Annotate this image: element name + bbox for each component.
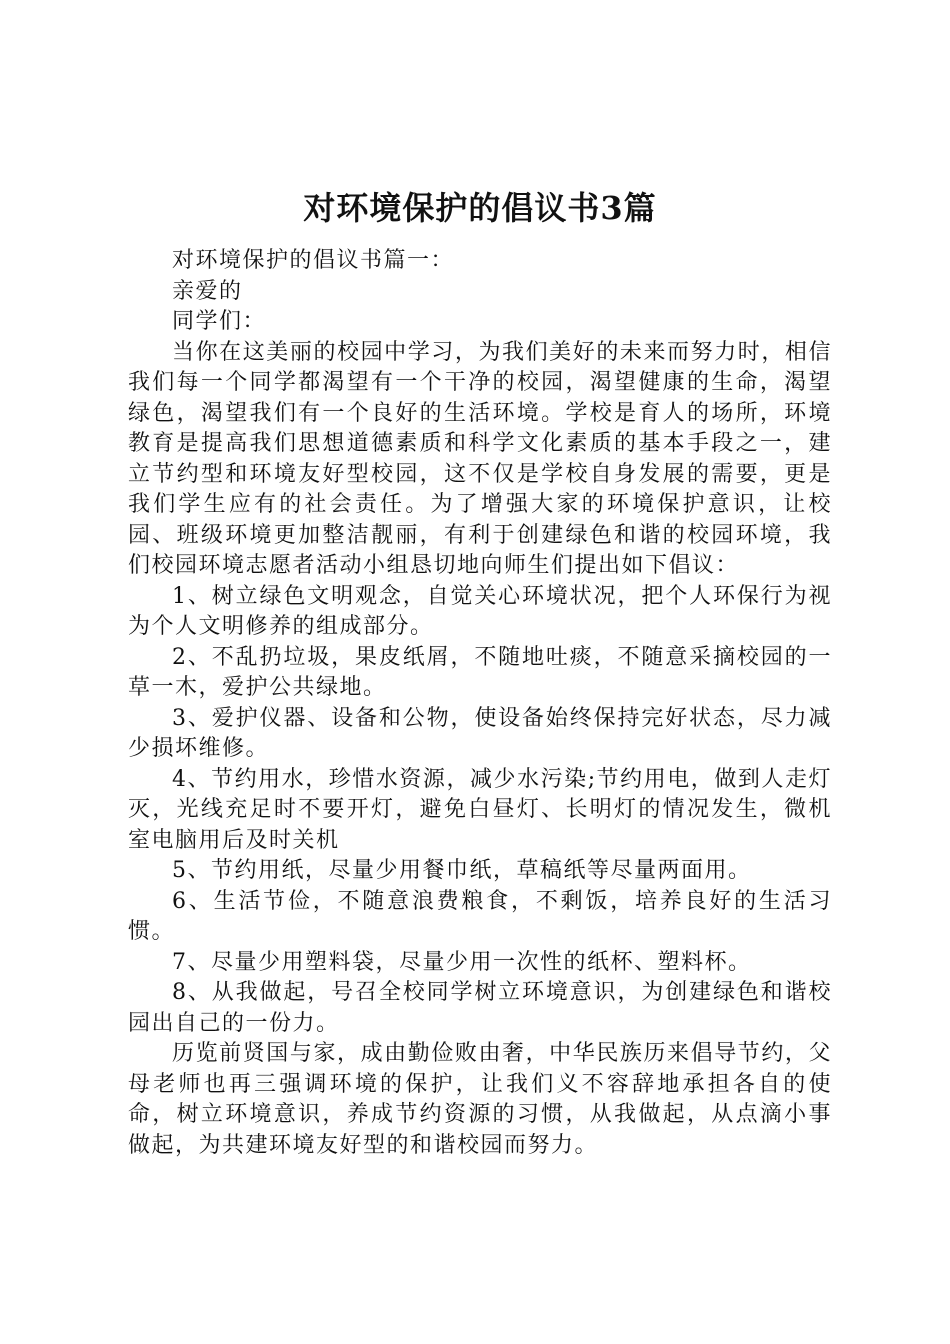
proposal-item-6: 6、生活节俭，不随意浪费粮食，不剩饭，培养良好的生活习惯。: [128, 888, 832, 944]
proposal-item-3: 3、爱护仪器、设备和公物，使设备始终保持完好状态，尽力减少损坏维修。: [128, 705, 832, 761]
document-title: 对环境保护的倡议书3篇: [303, 189, 657, 227]
proposal-item-5: 5、节约用纸，尽量少用餐巾纸，草稿纸等尽量两面用。: [172, 858, 752, 883]
proposal-item-2: 2、不乱扔垃圾，果皮纸屑，不随地吐痰，不随意采摘校园的一草一木，爱护公共绿地。: [128, 644, 832, 700]
salutation-line-2: 同学们：: [172, 309, 267, 334]
intro-paragraph: 当你在这美丽的校园中学习，为我们美好的未来而努力时，相信我们每一个同学都渴望有一个干净的校园，渴望健康的生命，渴望绿色，渴望我们有一个良好的生活环境。学校是育人的场所，环境教育是提高我们思想道德素质和科学文化素质的基本手段之一，建立节约型和环境友好型校园，这不仅是学校自身发展的需要，更是我们学生应有的社会责任。为了增强大家的环境保护意识，让校园、班级环境更加整洁靓丽，有利于创建绿色和谐的校园环境，我们校园环境志愿者活动小组恳切地向师生们提出如下倡议：: [128, 339, 832, 578]
proposal-item-8: 8、从我做起，号召全校同学树立环境意识，为创建绿色和谐校园出自己的一份力。: [128, 980, 832, 1036]
proposal-item-1: 1、树立绿色文明观念，自觉关心环境状况，把个人环保行为视为个人文明修养的组成部分。: [128, 583, 832, 639]
proposal-item-7: 7、尽量少用塑料袋，尽量少用一次性的纸杯、塑料杯。: [172, 949, 752, 975]
closing-paragraph: 历览前贤国与家，成由勤俭败由奢，中华民族历来倡导节约，父母老师也再三强调环境的保护，让我们义不容辞地承担各自的使命，树立环境意识，养成节约资源的习惯，从我做起，从点滴小事做起，为共建环境友好型的和谐校园而努力。: [128, 1041, 832, 1158]
document-page: [128, 180, 832, 1161]
proposal-item-4: 4、节约用水，珍惜水资源，减少水污染;节约用电，做到人走灯灭，光线充足时不要开灯，避免白昼灯、长明灯的情况发生，微机室电脑用后及时关机: [128, 766, 832, 853]
section-heading: 对环境保护的倡议书篇一：: [172, 248, 455, 273]
salutation-line-1: 亲爱的: [172, 278, 243, 304]
